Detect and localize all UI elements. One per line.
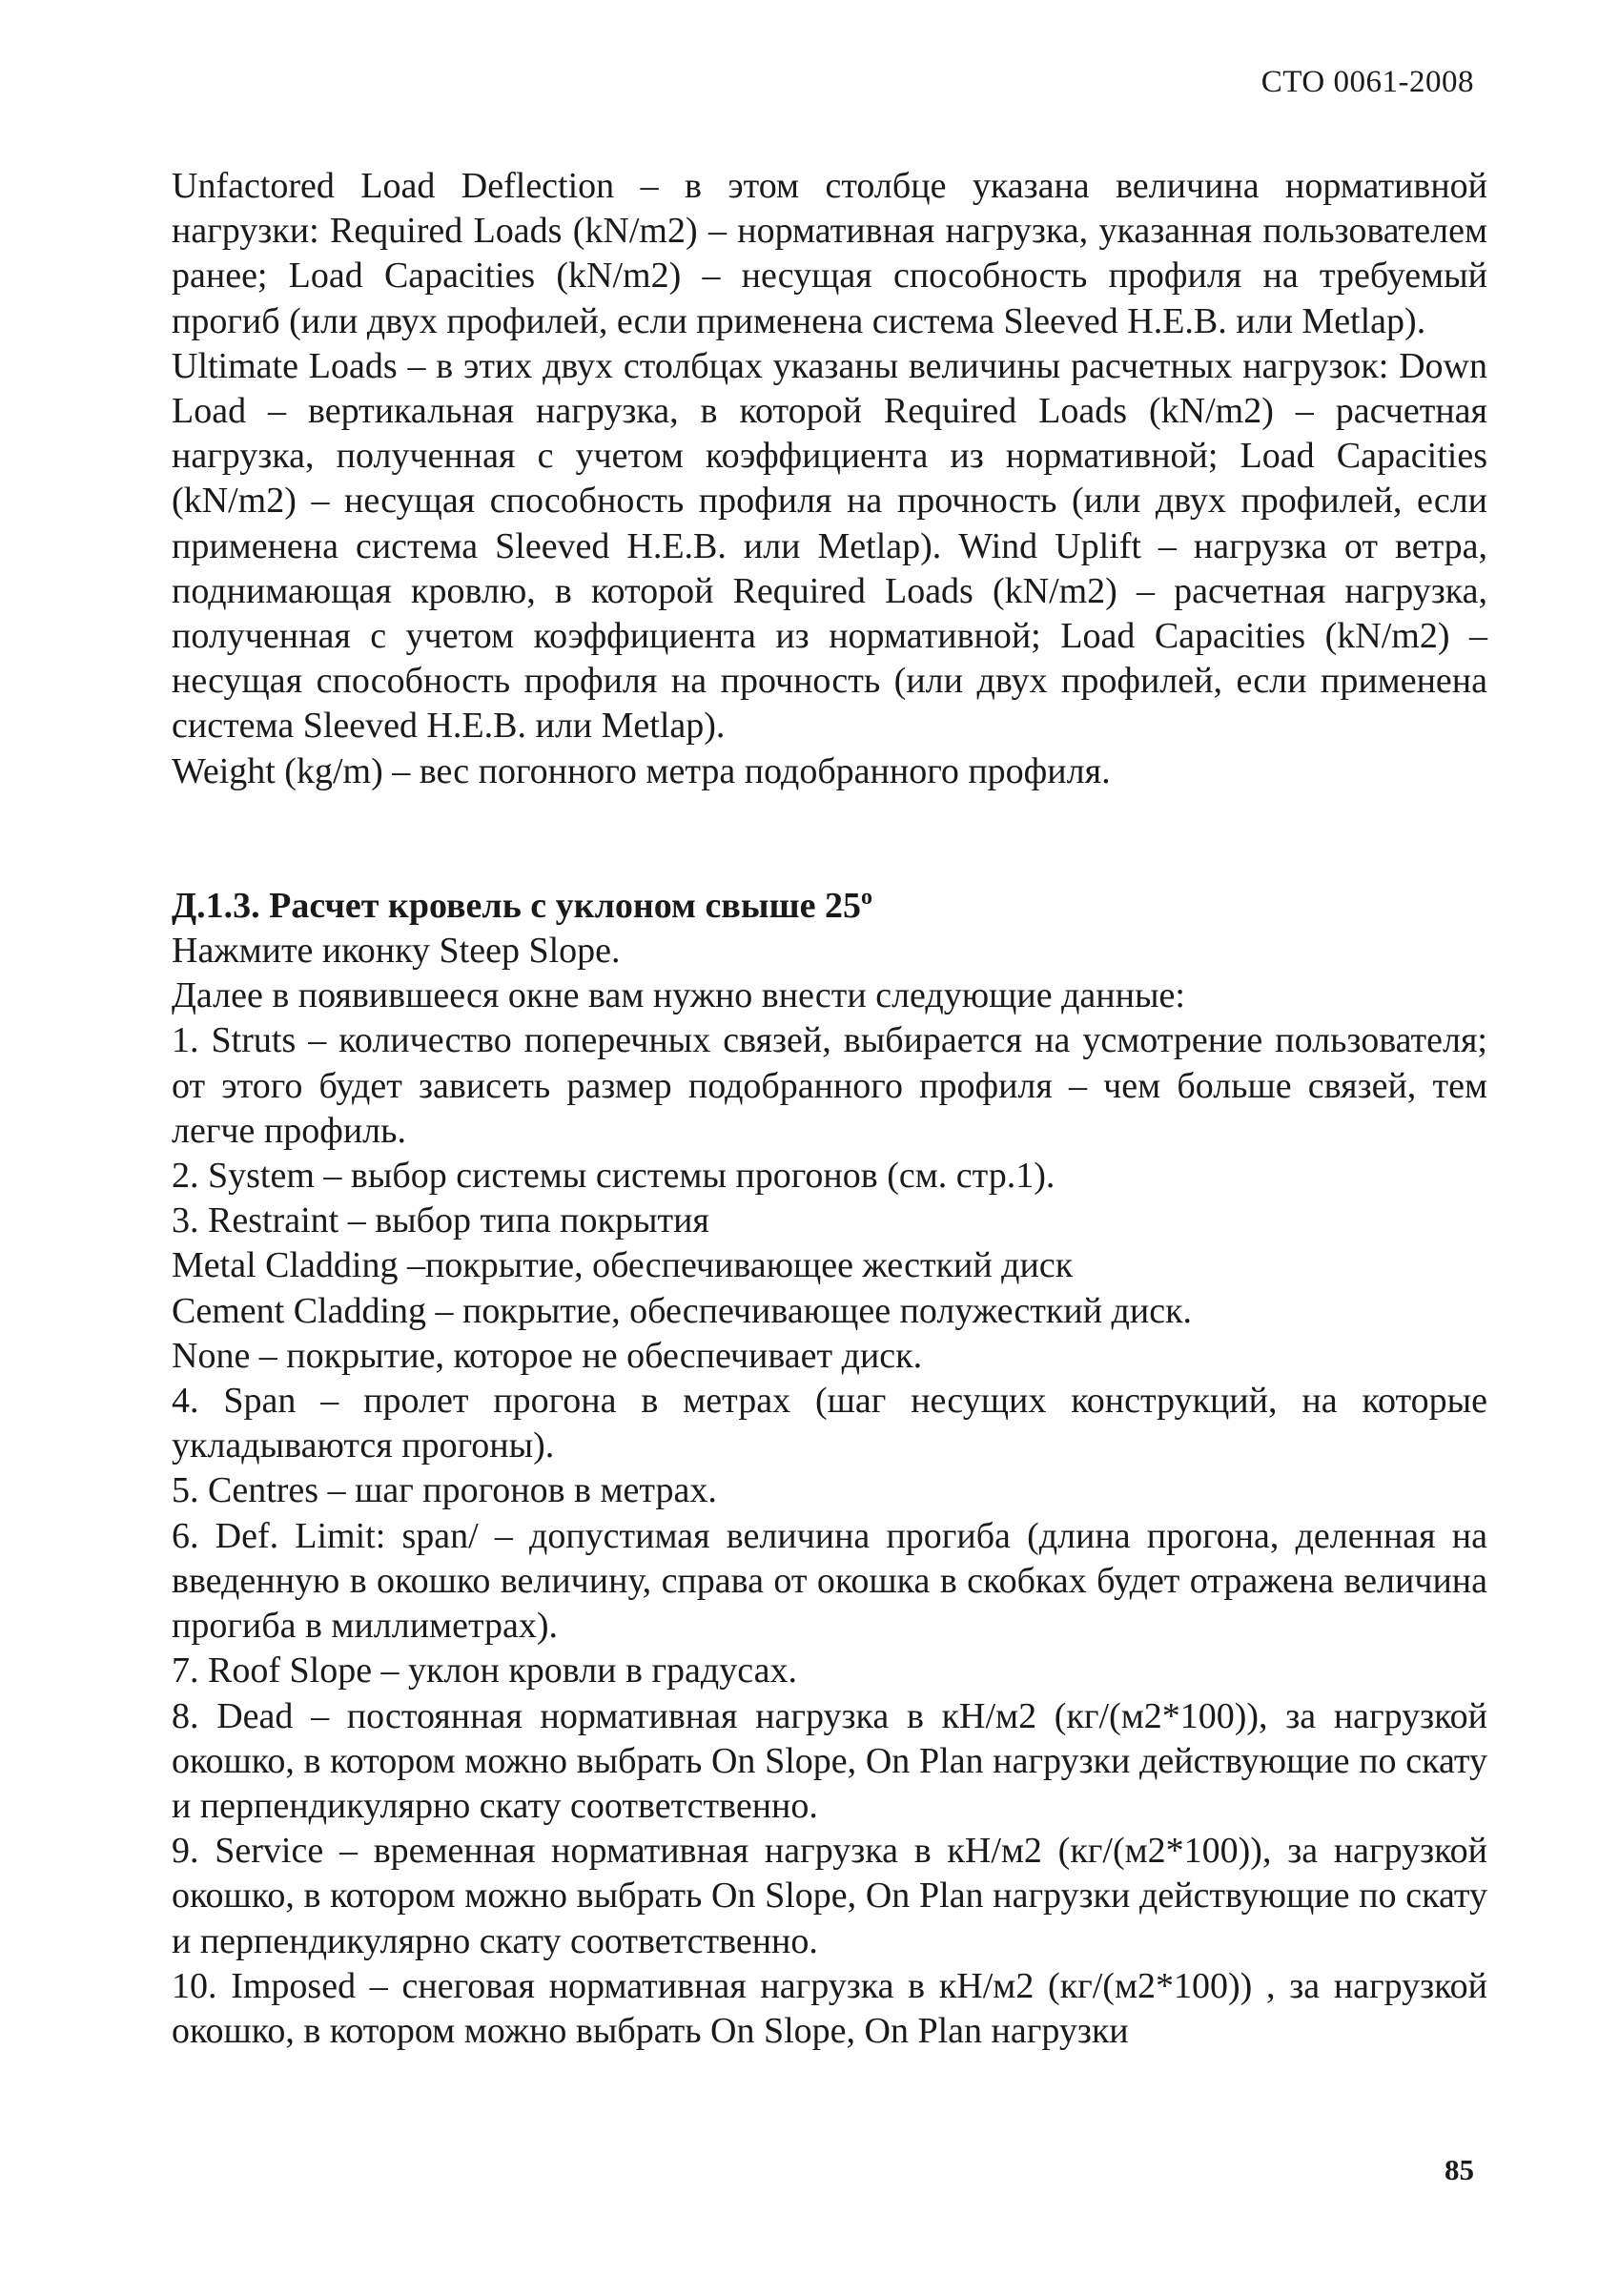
paragraph-input-intro: Далее в появившееся окне вам нужно внести следующие данные:: [172, 975, 1185, 1016]
section-spacer: [172, 794, 1487, 884]
list-item-dead: 8. Dead – постоянная нормативная нагрузка в кН/м2 (кг/(м2*100)), за нагрузкой окошко, в котором можно выбрать On Slope, On Plan нагрузки действующие по скату и перпендикулярно скату соответственно.: [172, 1695, 1487, 1826]
section-heading: [172, 884, 1487, 929]
list-item-def-limit: 6. Def. Limit: span/ – допустимая величина прогиба (длина прогона, деленная на введенную в окошко величину, справа от окошка в скобках будет отражена величина прогиба в миллиметрах).: [172, 1515, 1487, 1647]
list-item-system: 2. System – выбор системы системы прогонов (см. стр.1).: [172, 1156, 1055, 1197]
paragraph-steep-slope: Нажмите иконку Steep Slope.: [172, 931, 621, 972]
list-item-struts: 1. Struts – количество поперечных связей, выбирается на усмотрение пользователя; от этого будет зависеть размер подобранного профиля – чем больше связей, тем легче профиль.: [172, 1020, 1487, 1151]
paragraph-unfactored-load: Unfactored Load Deflection – в этом столбце указана величина нормативной нагрузки: Required Loads (kN/m2) – нормативная нагрузка, указанная пользователем ранее; Load Capacities (kN/m2) – несущая способность профиля на требуемый прогиб (или двух профилей, если применена система Sleeved H.E.B. или Metlap).: [172, 166, 1487, 341]
list-item-restraint: 3. Restraint – выбор типа покрытия: [172, 1200, 709, 1241]
list-item-imposed: 10. Imposed – снеговая нормативная нагрузка в кН/м2 (кг/(м2*100)) , за нагрузкой окошко, в котором можно выбрать On Slope, On Plan нагрузки: [172, 1965, 1487, 2051]
restraint-metal-cladding: Metal Cladding –покрытие, обеспечивающее жесткий диск: [172, 1245, 1074, 1286]
list-item-roof-slope: 7. Roof Slope – уклон кровли в градусах.: [172, 1650, 797, 1691]
list-item-service: 9. Service – временная нормативная нагрузка в кН/м2 (кг/(м2*100)), за нагрузкой окошко, в котором можно выбрать On Slope, On Plan нагрузки действующие по скату и перпендикулярно скату соответственно.: [172, 1831, 1487, 1961]
paragraph-ultimate-loads: Ultimate Loads – в этих двух столбцах указаны величины расчетных нагрузок: Down Load – вертикальная нагрузка, в которой Required Loads (kN/m2) – расчетная нагрузка, полученная с учетом коэффициента из нормативной; Load Capacities (kN/m2) – несущая способность профиля на прочность (или двух профилей, если применена система Sleeved H.E.B. или Metlap). Wind Uplift – нагрузка от ветра, поднимающая кровлю, в которой Required Loads (kN/m2) – расчетная нагрузка, полученная с учетом коэффициента из нормативной; Load Capacities (kN/m2) – несущая способность профиля на прочность (или двух профилей, если применена система Sleeved H.E.B. или Metlap).: [172, 345, 1487, 747]
restraint-cement-cladding: Cement Cladding – покрытие, обеспечивающее полужесткий диск.: [172, 1290, 1193, 1331]
page-body: [172, 164, 1487, 2054]
document-code: СТО 0061-2008: [1260, 65, 1474, 99]
section-heading-text: Д.1.3. Расчет кровель с уклоном свыше 25: [172, 885, 861, 926]
paragraph-weight: Weight (kg/m) – вес погонного метра подобранного профиля.: [172, 750, 1111, 791]
degree-mark: о: [860, 884, 872, 910]
list-item-centres: 5. Centres – шаг прогонов в метрах.: [172, 1470, 717, 1511]
list-item-span: 4. Span – пролет прогона в метрах (шаг несущих конструкций, на которые укладываются прогоны).: [172, 1381, 1487, 1466]
restraint-none: None – покрытие, которое не обеспечивает диск.: [172, 1335, 923, 1376]
page-number: 85: [1445, 2153, 1474, 2186]
